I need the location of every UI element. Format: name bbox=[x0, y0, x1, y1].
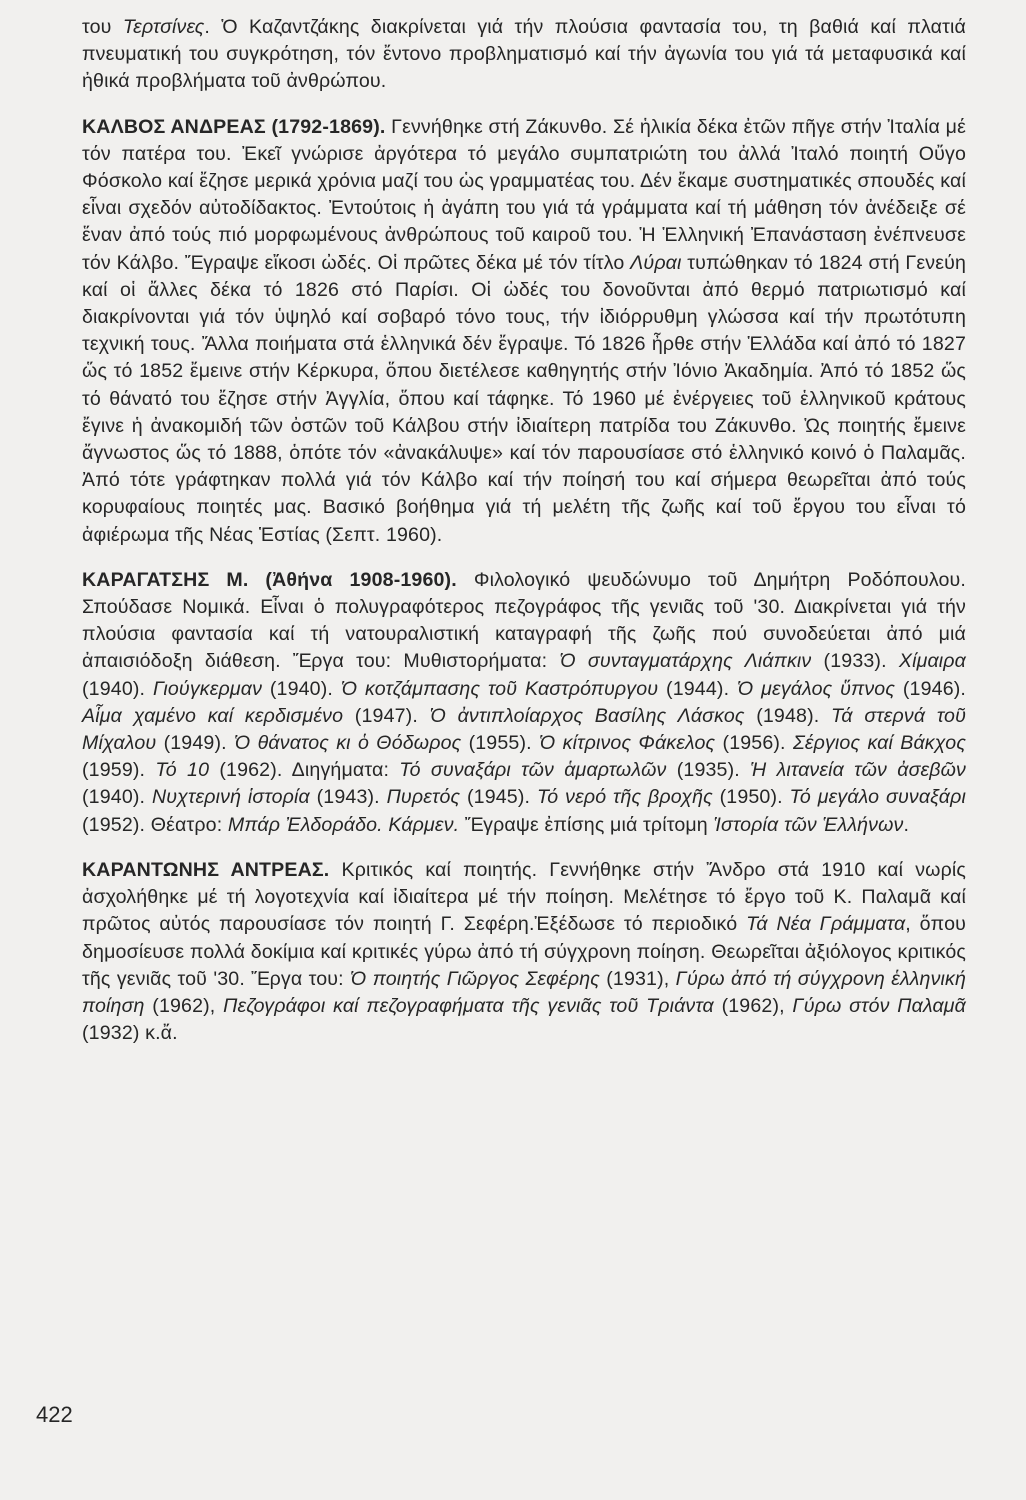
work-title: Ὁ συνταγματάρχης Λιάπκιν bbox=[559, 650, 812, 673]
work-title: Τερτσίνες bbox=[122, 16, 205, 38]
work-title: Ἡ λιτανεία τῶν ἀσεβῶν bbox=[750, 759, 966, 782]
entry-intro bbox=[82, 14, 966, 96]
work-title: Ἱστορία τῶν Ἑλλήνων bbox=[713, 813, 904, 836]
entry-text: (1956). bbox=[715, 732, 793, 755]
entry-text: (1932) κ.ἄ. bbox=[82, 1022, 178, 1045]
entry-text: (1955). bbox=[461, 732, 540, 755]
work-title: Αἷμα χαμένο καί κερδισμένο bbox=[82, 704, 344, 727]
entry-text: (1962), bbox=[144, 994, 224, 1017]
work-title: Σέργιος καί Βάκχος bbox=[792, 732, 966, 755]
work-title: Λύραι bbox=[630, 251, 682, 274]
entry-text: (1959). bbox=[82, 759, 156, 782]
entry-text: Κριτικός καί ποιητής. Γεννήθηκε στήν Ἄνδρο στά 1910 καί νωρίς ἀσχολήθηκε μέ τή λογοτεχνία καί ἰδιαίτερα μέ τήν ποίηση. Μελέτησε τό ἔργο τοῦ Κ. Παλαμᾶ καί πρῶτος αὐτός παρουσίασε τόν ποιητή Γ. Σεφέρη.Ἐξέδωσε τό περιοδικό bbox=[82, 858, 966, 936]
work-title: Ὁ κίτρινος Φάκελος bbox=[539, 732, 716, 755]
work-title: Ὁ ποιητής Γιῶργος Σεφέρης bbox=[350, 967, 600, 990]
entry-text: (1950). bbox=[712, 786, 790, 809]
work-title: Πεζογράφοι καί πεζογραφήματα τῆς γενιᾶς τοῦ Τριάντα bbox=[223, 994, 714, 1017]
entry-text: (1947). bbox=[343, 704, 430, 727]
entry-text: (1944). bbox=[658, 677, 737, 700]
entry-text: (1940). bbox=[82, 786, 152, 809]
entry-text: (1943). bbox=[309, 786, 387, 809]
page-number: 422 bbox=[36, 1402, 73, 1427]
entry-text: (1952). Θέατρο: bbox=[82, 813, 228, 836]
entry-text: (1962), bbox=[713, 994, 793, 1017]
entry-text: του bbox=[82, 16, 123, 38]
work-title: Χίμαιρα bbox=[898, 650, 966, 673]
entry-text: (1945). bbox=[460, 786, 537, 809]
entry-text: Γεννήθηκε στή Ζάκυνθο. Σέ ἡλικία δέκα ἐτῶν πῆγε στήν Ἰταλία μέ τόν πατέρα του. Ἐκεῖ γνώρισε ἀργότερα τό μεγάλο συμπατριώτη του ἀλλά Ἰταλό ποιητή Οὔγο Φόσκολο καί ἔζησε μερικά χρόνια μαζί του ὡς γραμματέας του. Δέν ἔκαμε συστηματικές σπουδές καί εἶναι σχεδόν αὐτοδίδακτος. Ἐντούτοις ἡ ἀγάπη του γιά τά γράμματα καί τή μάθηση τόν ἀνέδειξε σέ ἕναν ἀπό τούς πιό μορφωμένους ἀνθρώπους τοῦ καιροῦ του. Ἡ Ἑλληνική Ἐπανάσταση ἐνέπνευσε τόν Κάλβο. Ἔγραψε εἴκοσι ὠδές. Οἱ πρῶτες δέκα μέ τόν τίτλο bbox=[82, 115, 966, 274]
entry-text: . Ὁ Καζαντζάκης διακρίνεται γιά τήν πλούσια φαντασία του, τη βαθιά καί πλατιά πνευματική του συγκρότηση, τόν ἔντονο προβληματισμό καί τήν ἀγωνία του γιά τά μεταφυσικά καί ἠθικά προβλήματα τοῦ ἀνθρώπου. bbox=[82, 16, 966, 93]
entry-text: (1949). bbox=[156, 732, 235, 755]
work-title: Τό 10 bbox=[155, 759, 210, 782]
entry-heading: ΚΑΡΑΝΤΩΝΗΣ ΑΝΤΡΕΑΣ. bbox=[82, 858, 330, 881]
entry-text: (1940). bbox=[82, 677, 153, 700]
entry-text: (1931), bbox=[599, 967, 676, 990]
entry-text: (1940). bbox=[262, 677, 341, 700]
entry-karagatsis bbox=[82, 567, 966, 839]
entry-text: , ὅπου δημοσίευσε πολλά δοκίμια καί κριτικές γύρω ἀπό τή σύγχρονη ποίηση. Θεωρεῖται ἀξιόλογος κριτικός τῆς γενιᾶς τοῦ '30. Ἔργα του: bbox=[82, 913, 966, 990]
work-title: Τό νερό τῆς βροχῆς bbox=[536, 786, 713, 809]
entries-container bbox=[82, 14, 966, 1047]
work-title: Ὁ θάνατος κι ὁ Θόδωρος bbox=[234, 732, 462, 755]
entry-kalvos bbox=[82, 114, 966, 549]
work-title: Μπάρ Ἐλδοράδο. Κάρμεν. bbox=[227, 813, 460, 836]
work-title: Ὁ κοτζάμπασης τοῦ Καστρόπυργου bbox=[340, 677, 659, 700]
entry-heading: ΚΑΡΑΓΑΤΣΗΣ Μ. (Ἀθήνα 1908-1960). bbox=[82, 568, 457, 591]
entry-text: Ἔγραψε ἐπίσης μιά τρίτομη bbox=[459, 813, 714, 836]
entry-text: (1948). bbox=[744, 704, 831, 727]
entry-text: . bbox=[903, 813, 910, 836]
work-title: Τά Νέα Γράμματα bbox=[746, 913, 906, 936]
entry-heading: ΚΑΛΒΟΣ ΑΝΔΡΕΑΣ (1792-1869). bbox=[82, 115, 386, 138]
work-title: Γύρω ἀπό τή σύγχρονη ἑλληνική ποίηση bbox=[82, 967, 966, 1017]
work-title: Τό μεγάλο συναξάρι bbox=[789, 786, 967, 809]
work-title: Ὁ μεγάλος ὕπνος bbox=[737, 677, 896, 700]
work-title: Γιούγκερμαν bbox=[152, 677, 263, 700]
entry-karantonis bbox=[82, 857, 966, 1047]
work-title: Γύρω στόν Παλαμᾶ bbox=[792, 994, 966, 1017]
entry-text: (1946). bbox=[895, 677, 967, 700]
work-title: Νυχτερινή ἱστορία bbox=[151, 786, 310, 809]
work-title: Τά στερνά τοῦ Μίχαλου bbox=[82, 704, 966, 755]
entry-text: Φιλολογικό ψευδώνυμο τοῦ Δημήτρη Ροδόπουλου. Σπούδασε Νομικά. Εἶναι ὁ πολυγραφότερος πεζογράφος τῆς γενιᾶς τοῦ '30. Διακρίνεται γιά τήν πλούσια φαντασία καί τή νατουραλιστική καταγραφή τῆς ζωῆς πού συνοδεύεται ἀπό μιά ἀπαισιόδοξη διάθεση. Ἔργα του: Μυθιστορήματα: bbox=[82, 568, 967, 673]
entry-text: τυπώθηκαν τό 1824 στή Γενεύη καί οἱ ἄλλες δέκα τό 1826 στό Παρίσι. Οἱ ὠδές του δονοῦνται ἀπό θερμό πατριωτισμό καί διακρίνονται γιά τόν ὑψηλό καί σοβαρό τόνο τους, τήν ἰδιόρρυθμη γλώσσα καί τήν πρωτότυπη τεχνική τους. Ἄλλα ποιήματα στά ἑλληνικά δέν ἔγραψε. Τό 1826 ἦρθε στήν Ἑλλάδα καί ἀπό τό 1827 ὥς τό 1852 ἔμεινε στήν Κέρκυρα, ὅπου διετέλεσε καθηγητής στήν Ἰόνιο Ἀκαδημία. Ἀπό τό 1852 ὥς τό θάνατό του ἔζησε στήν Ἀγγλία, ὅπου καί τάφηκε. Τό 1960 μέ ἐνέργειες τοῦ ἑλληνικοῦ κράτους ἔγινε ἡ ἀνακομιδή τῶν ὀστῶν τοῦ Κάλβου στήν ἰδιαίτερη πατρίδα του Ζάκυνθο. Ὡς ποιητής ἔμεινε ἄγνωστος ὥς τό 1888, ὁπότε τόν «ἀνακάλυψε» καί τόν παρουσίασε στό ἑλληνικό κοινό ὁ Παλαμᾶς. Ἀπό τότε γράφτηκαν πολλά γιά τόν Κάλβο καί τήν ποίησή του καί σήμερα θεωρεῖται ἀπό τούς κορυφαίους ποιητές μας. Βασικό βοήθημα γιά τή μελέτη τῆς ζωῆς καί τοῦ ἔργου του εἶναι τό ἀφιέρωμα τῆς Νέας Ἑστίας (Σεπτ. 1960). bbox=[82, 251, 966, 546]
work-title: Ὁ ἀντιπλοίαρχος Βασίλης Λάσκος bbox=[429, 704, 745, 727]
entry-text: (1962). Διηγήματα: bbox=[209, 759, 400, 782]
entry-text: (1933). bbox=[811, 650, 899, 673]
work-title: Τό συναξάρι τῶν ἁμαρτωλῶν bbox=[399, 759, 667, 782]
work-title: Πυρετός bbox=[386, 786, 461, 809]
entry-text: (1935). bbox=[666, 759, 751, 782]
